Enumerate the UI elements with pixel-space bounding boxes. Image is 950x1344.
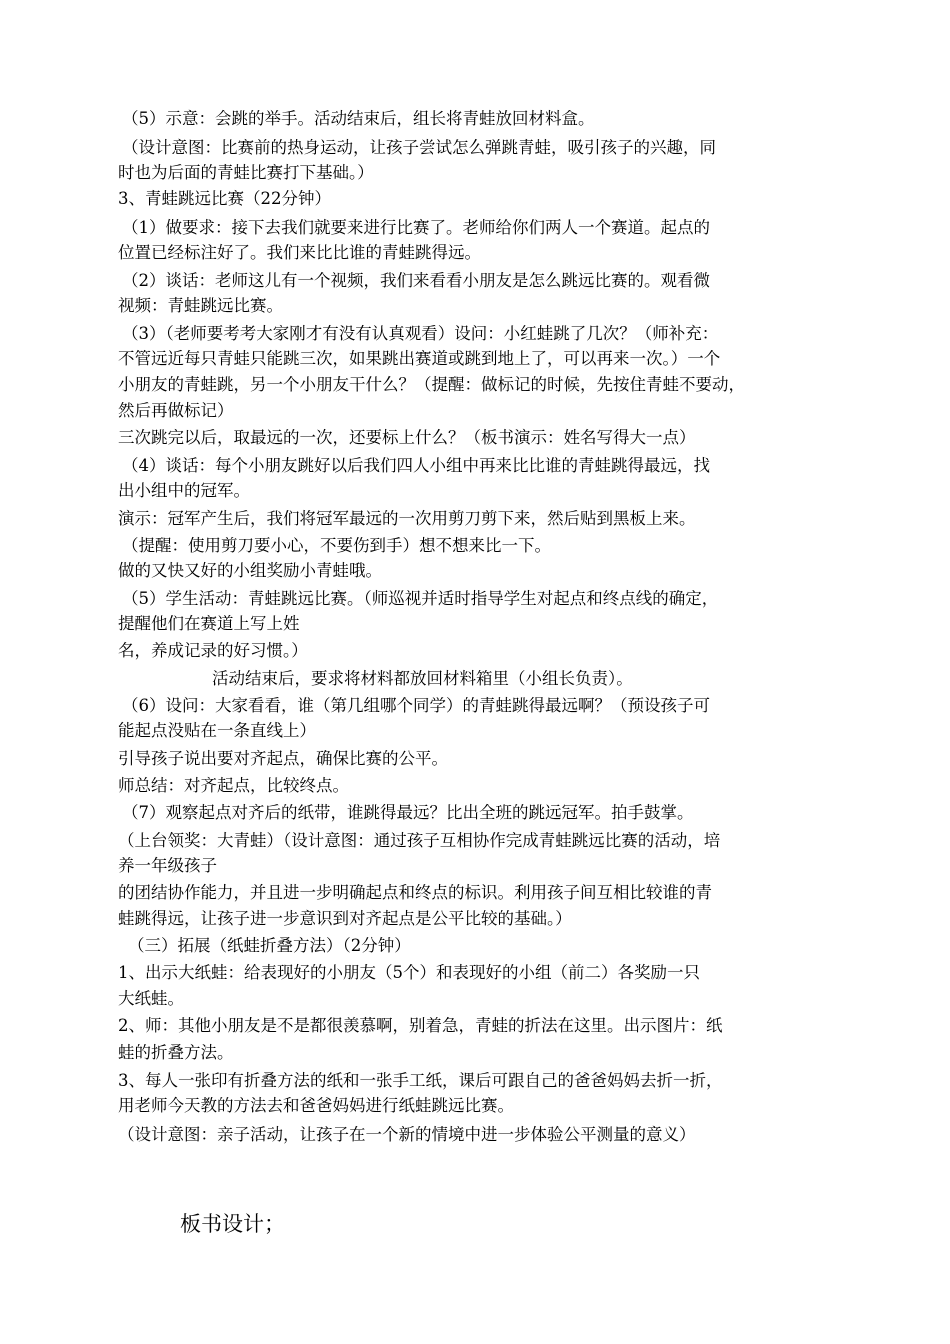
- text-line: 用老师今天教的方法去和爸爸妈妈进行纸蛙跳远比赛。: [118, 1096, 514, 1115]
- text-line: （5）学生活动：青蛙跳远比赛。（师巡视并适时指导学生对起点和终点线的确定，: [122, 589, 719, 608]
- text-line: 3、每人一张印有折叠方法的纸和一张手工纸，课后可跟自己的爸爸妈妈去折一折，: [118, 1071, 723, 1090]
- text-line: （提醒：使用剪刀要小心，不要伤到手）想不想来比一下。: [122, 536, 551, 555]
- text-line: 能起点没贴在一条直线上）: [118, 721, 316, 740]
- text-line: 小朋友的青蛙跳，另一个小朋友干什么？（提醒：做标记的时候，先按住青蛙不要动，: [118, 375, 745, 394]
- text-line: 不管远近每只青蛙只能跳三次，如果跳出赛道或跳到地上了，可以再来一次。）一个: [118, 349, 721, 368]
- text-line: （1）做要求：接下去我们就要来进行比赛了。老师给你们两人一个赛道。起点的: [122, 218, 710, 237]
- text-line: （7）观察起点对齐后的纸带，谁跳得最远？比出全班的跳远冠军。拍手鼓掌。: [122, 803, 694, 822]
- text-line: 然后再做标记）: [118, 401, 234, 420]
- text-line: 做的又快又好的小组奖励小青蛙哦。: [118, 561, 382, 580]
- section-heading: 3、青蛙跳远比赛（22分钟）: [118, 189, 331, 208]
- text-line: 出小组中的冠军。: [118, 481, 250, 500]
- text-line: 演示：冠军产生后，我们将冠军最远的一次用剪刀剪下来，然后贴到黑板上来。: [118, 509, 696, 528]
- text-line: 养一年级孩子: [118, 856, 217, 875]
- text-line: 1、出示大纸蛙：给表现好的小朋友（5个）和表现好的小组（前二）各奖励一只: [118, 963, 700, 982]
- text-line: （3）（老师要考考大家刚才有没有认真观看）设问：小红蛙跳了几次？（师补充：: [122, 324, 719, 343]
- text-line: （6）设问：大家看看，谁（第几组哪个同学）的青蛙跳得最远啊？（预设孩子可: [122, 696, 710, 715]
- text-line: 的团结协作能力，并且进一步明确起点和终点的标识。利用孩子间互相比较谁的青: [118, 883, 712, 902]
- text-line: 名，养成记录的好习惯。）: [118, 641, 308, 660]
- text-line: （上台领奖：大青蛙）（设计意图：通过孩子互相协作完成青蛙跳远比赛的活动，培: [118, 831, 721, 850]
- text-line: 视频：青蛙跳远比赛。: [118, 296, 283, 315]
- text-line: （设计意图：比赛前的热身运动，让孩子尝试怎么弹跳青蛙，吸引孩子的兴趣，同: [122, 138, 716, 157]
- section-heading: （三）拓展（纸蛙折叠方法）（2分钟）: [128, 936, 411, 955]
- text-line: 活动结束后，要求将材料都放回材料箱里（小组长负责）。: [212, 669, 633, 688]
- text-line: 蛙跳得远，让孩子进一步意识到对齐起点是公平比较的基础。）: [118, 909, 572, 928]
- text-line: 位置已经标注好了。我们来比比谁的青蛙跳得远。: [118, 243, 481, 262]
- text-line: （设计意图：亲子活动，让孩子在一个新的情境中进一步体验公平测量的意义）: [118, 1125, 696, 1144]
- text-line: （4）谈话：每个小朋友跳好以后我们四人小组中再来比比谁的青蛙跳得最远，找: [122, 456, 710, 475]
- text-line: 大纸蛙。: [118, 989, 184, 1008]
- text-line: 提醒他们在赛道上写上姓: [118, 614, 300, 633]
- text-line: （2）谈话：老师这儿有一个视频，我们来看看小朋友是怎么跳远比赛的。观看微: [122, 271, 710, 290]
- board-design-heading: 板书设计；: [180, 1212, 285, 1236]
- text-line: 引导孩子说出要对齐起点，确保比赛的公平。: [118, 749, 448, 768]
- text-line: 三次跳完以后，取最远的一次，还要标上什么？（板书演示：姓名写得大一点）: [118, 428, 696, 447]
- text-line: 2、师：其他小朋友是不是都很羡慕啊，别着急，青蛙的折法在这里。出示图片：纸: [118, 1016, 723, 1035]
- text-line: 蛙的折叠方法。: [118, 1043, 234, 1062]
- text-line: （5）示意：会跳的举手。活动结束后，组长将青蛙放回材料盒。: [122, 109, 595, 128]
- text-line: 师总结：对齐起点，比较终点。: [118, 776, 349, 795]
- text-line: 时也为后面的青蛙比赛打下基础。）: [118, 163, 374, 182]
